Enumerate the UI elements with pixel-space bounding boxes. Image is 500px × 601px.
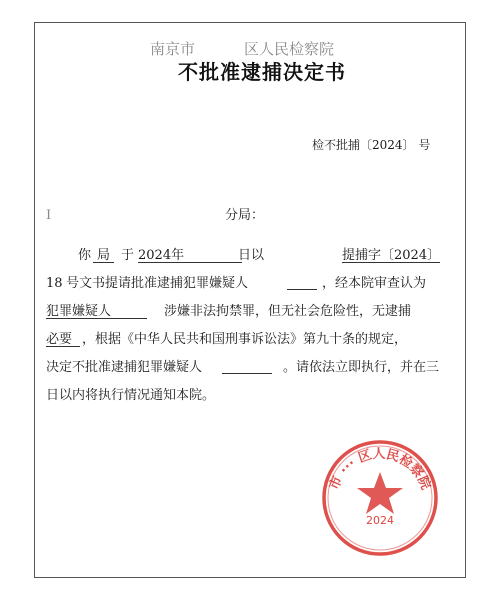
- document-number: 检不批捕〔2024〕 号: [312, 138, 431, 152]
- body-line1-ref: 提捕字〔2024〕: [342, 248, 441, 263]
- body-line5-blank: [222, 361, 272, 374]
- seal-star-icon: [357, 472, 403, 514]
- body-line1-c: 于: [121, 248, 135, 263]
- recipient-suffix: 分局：: [225, 208, 265, 223]
- body-line2-num: 18: [46, 276, 63, 291]
- document-title: 不批准逮捕决定书: [178, 60, 346, 84]
- official-seal: [318, 436, 442, 560]
- seal-arc-text: 市 ··· 区人民检察院: [326, 446, 434, 493]
- body-line4-b: ，根据《中华人民共和国刑事诉讼法》第九十条的规定，: [82, 332, 408, 347]
- org-city: 南京市: [150, 40, 196, 58]
- body-line1-b: 局: [93, 249, 114, 263]
- body-line2-tail: ，经本院审查认为: [322, 276, 427, 291]
- recipient-prefix: I: [46, 208, 52, 223]
- body-line2-text: 号文书提请批准逮捕犯罪嫌疑人: [66, 276, 249, 291]
- body-line5-a: 决定不批准逮捕犯罪嫌疑人: [46, 360, 203, 375]
- body-line4-a: 必要: [46, 333, 80, 347]
- org-name: 区人民检察院: [244, 40, 335, 58]
- seal-date: 2024: [366, 514, 394, 527]
- body-line1-year: 2024年: [138, 249, 242, 263]
- body-line6: 日以内将执行情况通知本院。: [46, 388, 216, 403]
- body-line3-b: 涉嫌非法拘禁罪，但无社会危险性，无逮捕: [164, 304, 412, 319]
- body-line1-a: 你: [78, 248, 92, 263]
- body-line2-blank: [287, 277, 317, 290]
- body-line3-a: 犯罪嫌疑人: [46, 305, 147, 319]
- body-line5-b: 。请依法立即执行，并在三: [283, 360, 440, 375]
- body-line1-day: 日以: [238, 248, 265, 263]
